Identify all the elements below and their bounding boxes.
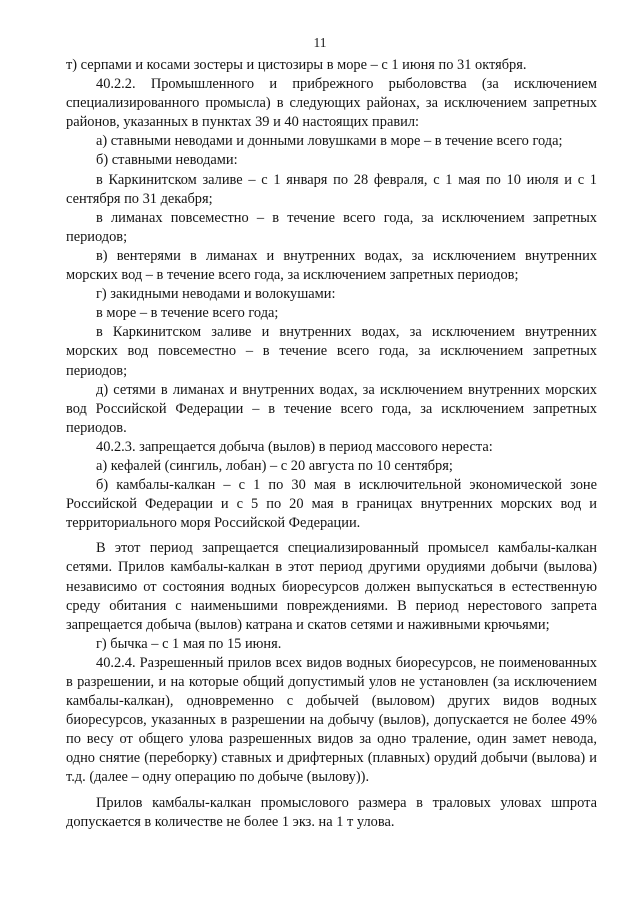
paragraph: 40.2.2. Промышленного и прибрежного рыболовства (за исключением специализированного промысла) в следующих районах, за исключением запретных районов, указанных в пунктах 39 и 40 настоящих правил: — [66, 76, 597, 131]
paragraph: г) закидными неводами и волокушами: — [96, 286, 336, 303]
paragraph: б) камбалы-калкан – с 1 по 30 мая в исключительной экономической зоне Российской Федерации и с 5 по 20 мая в границах внутренних морских вод и территориального моря Российской Федерации. — [66, 477, 597, 532]
paragraph: д) сетями в лиманах и внутренних водах, за исключением внутренних морских вод Российской Федерации – в течение всего года, за исключением запретных периодов. — [66, 381, 597, 436]
paragraph: а) ставными неводами и донными ловушками в море – в течение всего года; — [96, 133, 563, 150]
paragraph: г) бычка – с 1 мая по 15 июня. — [96, 635, 282, 652]
paragraph: в) вентерями в лиманах и внутренних водах, за исключением внутренних морских вод – в течение всего года, за исключением запретных периодов; — [66, 247, 597, 284]
paragraph: В этот период запрещается специализированный промысел камбалы-калкан сетями. Прилов камбалы-калкан в этот период другими орудиями добычи (вылова) независимо от состояния водных биоресурсов должен выпускаться в естественную среду обитания с наименьшими повреждениями. В период нерестового запрета запрещается добыча (вылов) катрана и скатов сетями и наживными крючьями; — [66, 540, 597, 633]
document-body — [66, 56, 597, 832]
paragraph: 40.2.4. Разрешенный прилов всех видов водных биоресурсов, не поименованных в разрешении, и на которые общий допустимый улов не установлен (за исключением камбалы-калкан), одновременно с добычей (выловом) других видов водных биоресурсов, указанных в разрешении на добычу (вылов), допускается не более 49% по весу от общего улова разрешенных видов за одно траление, один замет невода, одно снятие (переборку) ставных и дрифтерных (плавных) орудий добычи (вылова) и т.д. (далее – одну операцию по добыче (вылову)). — [66, 654, 597, 786]
paragraph: б) ставными неводами: — [96, 152, 238, 169]
paragraph: а) кефалей (сингиль, лобан) – с 20 августа по 10 сентября; — [96, 457, 453, 474]
paragraph: в Каркинитском заливе – с 1 января по 28 февраля, с 1 мая по 10 июля и с 1 сентября по 31 декабря; — [66, 171, 597, 207]
paragraph: Прилов камбалы-калкан промыслового размера в траловых уловах шпрота допускается в количестве не более 1 экз. на 1 т улова. — [66, 794, 597, 830]
paragraph: в море – в течение всего года; — [96, 305, 279, 322]
paragraph: т) серпами и косами зостеры и цистозиры в море – с 1 июня по 31 октября. — [66, 57, 527, 73]
paragraph: в лиманах повсеместно – в течение всего года, за исключением запретных периодов; — [66, 209, 597, 245]
paragraph: 40.2.3. запрещается добыча (вылов) в период массового нереста: — [96, 438, 493, 455]
page-number: 11 — [313, 35, 327, 50]
paragraph: в Каркинитском заливе и внутренних водах, за исключением внутренних морских вод повсеместно – в течение всего года, за исключением запретных периодов; — [66, 324, 597, 379]
